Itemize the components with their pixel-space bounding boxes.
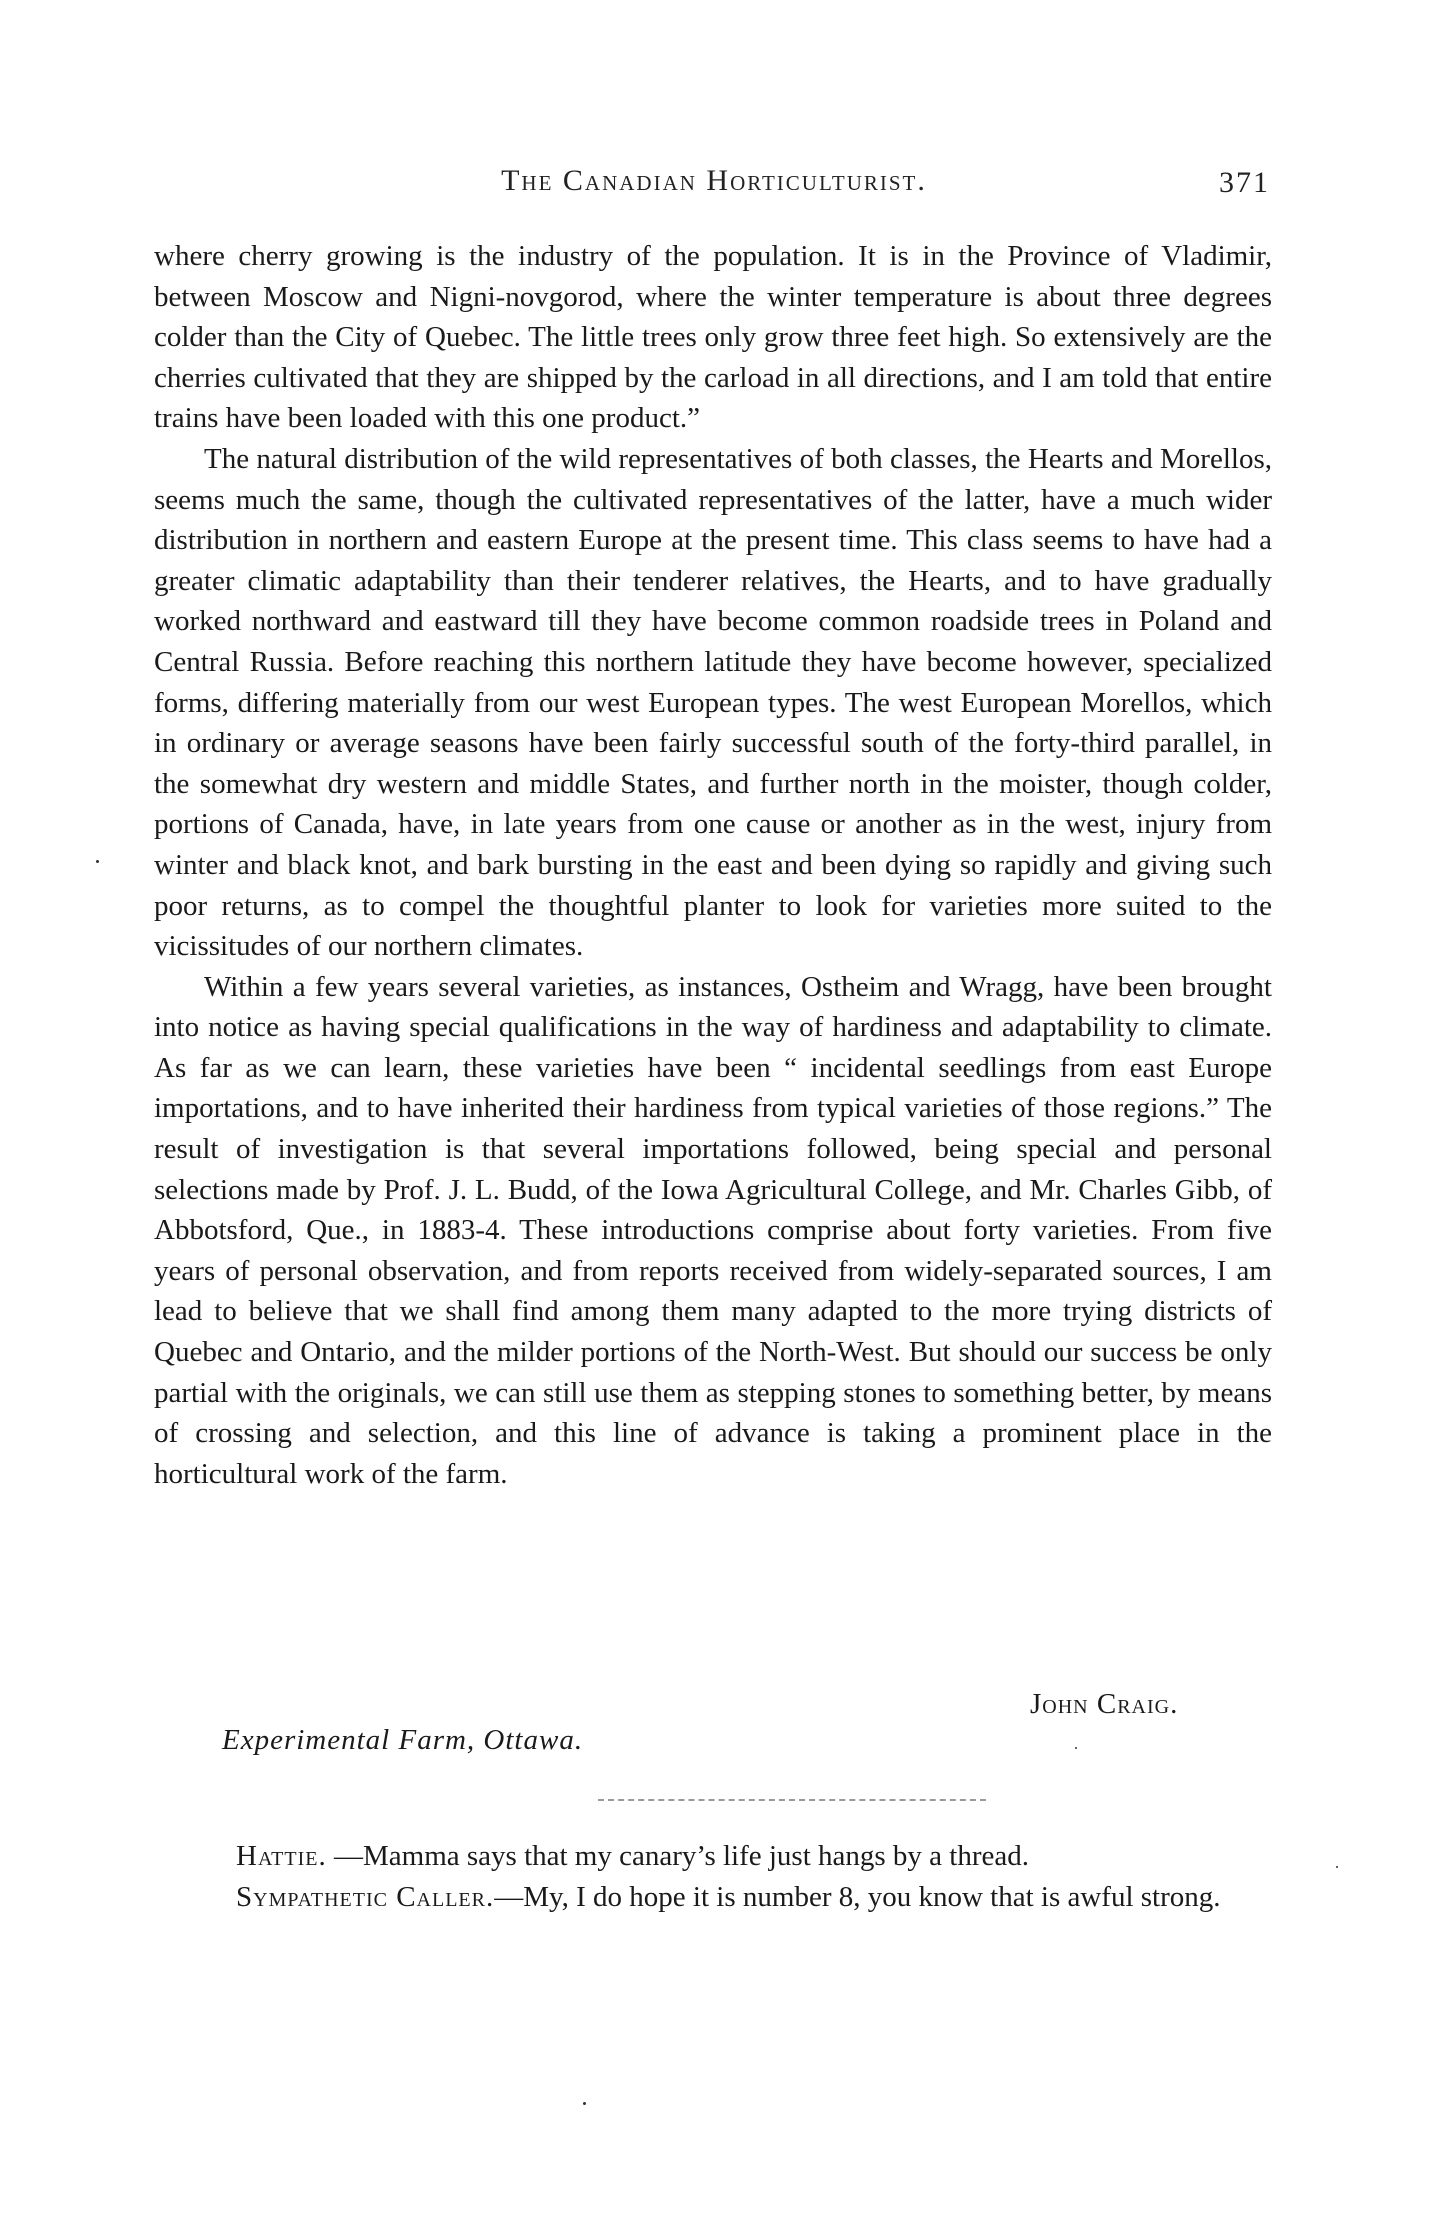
print-speck [1336, 1866, 1338, 1868]
author-signature: John Craig. [1030, 1688, 1179, 1720]
anecdote-dialogue: —My, I do hope it is number 8, you know that is awful strong. [494, 1880, 1221, 1913]
anecdote [154, 1836, 1272, 1917]
anecdote-dialogue: —Mamma says that my canary’s life just hangs by a thread. [326, 1840, 1030, 1872]
speaker-name: Sympathetic Caller. [236, 1880, 495, 1913]
running-head [158, 164, 1270, 204]
anecdote-line-1 [154, 1836, 1272, 1877]
article-paragraph-1: where cherry growing is the industry of the population. It is in the Province of Vladimir, between Moscow and Nigni-novgorod, where the winter temperature is about three degrees colder than the City of Quebec. The little trees only grow three feet high. So extensively are the cherries cultivated that they are shipped by the carload in all directions, and I am told that entire trains have been loaded with this one product.” [154, 240, 1272, 435]
dateline: Experimental Farm, Ottawa. [222, 1724, 584, 1756]
print-speck [1075, 1747, 1077, 1749]
print-speck [96, 860, 99, 863]
section-divider [598, 1799, 986, 1801]
anecdote-line-2 [154, 1877, 1272, 1918]
article-paragraph-3: Within a few years several varieties, as instances, Ostheim and Wragg, have been brought into notice as having special qualifications in the way of hardiness and adaptability to climate. As far as we can learn, these varieties have been “ incidental seedlings from east Europe importations, and to have inherited their hardiness from typical varieties of those regions.” The result of investigation is that several importations followed, being special and personal selections made by Prof. J. L. Budd, of the Iowa Agricultural College, and Mr. Charles Gibb, of Abbotsford, Que., in 1883-4. These introductions comprise about forty varieties. From five years of personal observation, and from reports received from widely-separated sources, I am lead to believe that we shall find among them many adapted to the more trying districts of Quebec and Ontario, and the milder portions of the North-West. But should our success be only partial with the originals, we can still use them as stepping stones to something better, by means of crossing and selection, and this line of advance is taking a prominent place in the horticultural work of the farm. [154, 970, 1272, 1490]
speaker-name: Hattie. [236, 1840, 327, 1872]
page-number: 371 [1219, 166, 1270, 199]
article-paragraph-2: The natural distribution of the wild representatives of both classes, the Hearts and Morellos, seems much the same, though the cultivated representatives of the latter, have a much wider distribution in northern and eastern Europe at the present time. This class seems to have had a greater climatic adaptability than their tenderer relatives, the Hearts, and to have gradually worked northward and eastward till they have become common roadside trees in Poland and Central Russia. Before reaching this northern latitude they have become however, specialized forms, differing materially from our west European types. The west European Morellos, which in ordinary or average seasons have been fairly successful south of the forty-third parallel, in the somewhat dry western and middle States, and further north in the moister, though colder, portions of Canada, have, in late years from one cause or another as in the west, injury from winter and black knot, and bark bursting in the east and been dying so rapidly and giving such poor returns, as to compel the thoughtful planter to look for varieties more suited to the vicissitudes of our northern climates. [154, 442, 1272, 963]
article-body [154, 236, 1272, 1494]
running-title: The Canadian Horticulturist. [501, 164, 927, 197]
print-speck [583, 2102, 586, 2105]
